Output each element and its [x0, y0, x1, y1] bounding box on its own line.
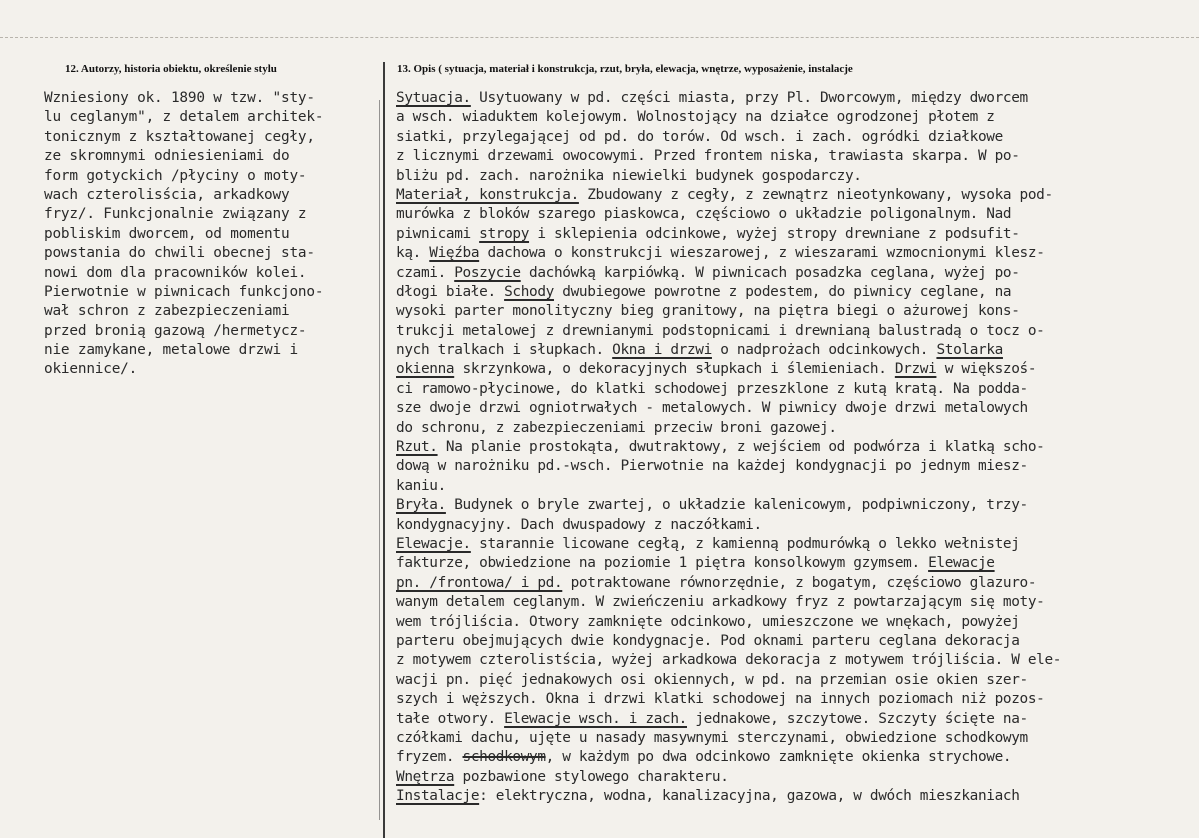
text-segment: ci ramowo-płycinowe, do klatki schodowej przeszklone z kutą kratą. Na podda- [396, 380, 1028, 397]
text-line [396, 593, 1186, 612]
underlined-heading: pn. /frontowa/ i pd. [396, 574, 563, 591]
text-segment: Zbudowany z cegły, z zewnątrz nieotynkowany, wysoka pod- [578, 186, 1053, 203]
text-line: przed bronią gazową /hermetycz- [44, 322, 307, 339]
text-segment: kondygnacyjny. Dach dwuspadowy z naczółkami. [396, 516, 762, 533]
text-segment: murówka z bloków szarego piaskowca, częściowo o układzie poligonalnym. Nad [396, 206, 1012, 223]
text-segment: ką. [396, 245, 430, 262]
text-segment: potraktowane równorzędnie, z bogatym, częściowo glazuro- [562, 574, 1037, 591]
underlined-heading: Stolarka [936, 342, 1003, 359]
text-segment: wacji pn. pięć jednakowych osi okiennych, w pd. na przemian osie okien szer- [396, 671, 1028, 688]
text-segment: czółkami dachu, ujęte u nasady masywnymi sterczynami, obwiedzione schodkowym [396, 729, 1028, 746]
text-line: pobliskim dworcem, od momentu [44, 225, 290, 242]
text-segment: wem trójliścia. Otwory zamknięte odcinkowo, umieszczone we wnękach, powyżej [396, 613, 1020, 630]
text-segment: i sklepienia odcinkowe, wyżej stropy drewniane z podsufit- [529, 225, 1020, 242]
left-section-header: 12. Autorzy, historia obiektu, określenie stylu [65, 63, 277, 75]
text-line [396, 108, 1186, 127]
text-segment: wanym detalem ceglanym. W zwieńczeniu arkadkowy fryz z powtarzającym się moty- [396, 594, 1045, 611]
text-line [396, 748, 1186, 767]
text-segment: bliżu pd. zach. narożnika niewielki budynek gospodarczy. [396, 167, 862, 184]
text-line: wał schron z zabezpieczeniami [44, 303, 290, 320]
text-line [396, 322, 1186, 341]
text-line [396, 613, 1186, 632]
text-segment: a wsch. wiaduktem kolejowym. Wolnostojący na działce ogrodzonej płotem z [396, 109, 995, 126]
history-text [44, 89, 374, 380]
text-line [396, 477, 1186, 496]
text-segment: Na planie prostokąta, dwutraktowy, z wejściem od podwórza i klatką scho- [437, 439, 1045, 456]
struck-word: schodkowym [462, 749, 546, 766]
text-segment: o nadprożach odcinkowych. [711, 342, 937, 359]
text-segment: kaniu. [396, 477, 446, 494]
text-line: nie zamykane, metalowe drzwi i [44, 342, 298, 359]
text-line [396, 225, 1186, 244]
text-line [396, 671, 1186, 690]
text-line [396, 457, 1186, 476]
text-segment: fakturze, obwiedzione na poziomie 1 piętra konsolkowym gzymsem. [396, 555, 929, 572]
text-line: lu ceglanym", z detalem architek- [44, 109, 324, 126]
text-segment: pozbawione stylowego charakteru. [454, 768, 729, 785]
text-line: powstania do chwili obecnej sta- [44, 245, 315, 262]
text-line [396, 360, 1186, 379]
text-segment: czami. [396, 264, 455, 281]
underlined-heading: okienna [396, 361, 455, 378]
text-line [396, 167, 1186, 186]
text-line [396, 419, 1186, 438]
text-line [396, 496, 1186, 515]
text-segment: Budynek o bryle zwartej, o układzie kalenicowym, podpiwniczony, trzy- [445, 497, 1028, 514]
text-line [396, 244, 1186, 263]
text-segment: sze dwoje drzwi ogniotrwałych - metalowych. W piwnicy dwoje drzwi metalowych [396, 400, 1028, 417]
text-segment: nych tralkach i słupkach. [396, 342, 613, 359]
text-segment: wysoki parter monolityczny bieg granitowy, na piętra biegi o ażurowej kons- [396, 303, 1020, 320]
text-line [396, 690, 1186, 709]
underlined-heading: Wnętrza [396, 768, 455, 785]
text-line [396, 516, 1186, 535]
text-line [396, 768, 1186, 787]
underlined-heading: Drzwi [894, 361, 937, 378]
underlined-heading: Sytuacja. [396, 90, 471, 106]
text-line [396, 535, 1186, 554]
text-line: ze skromnymi odniesieniami do [44, 148, 290, 165]
underlined-heading: Schody [504, 283, 554, 300]
text-segment: dwubiegowe powrotne z podestem, do piwnicy ceglane, na [553, 283, 1012, 300]
text-line [396, 302, 1186, 321]
text-line [396, 89, 1186, 108]
text-segment: trukcji metalowej z drewnianymi podstopnicami i drewnianą balustradą o tocz o- [396, 322, 1045, 339]
text-line [396, 438, 1186, 457]
description-text [396, 89, 1186, 806]
text-segment: z licznymi drzewami owocowymi. Przed frontem niska, trawiasta skarpa. W po- [396, 148, 1020, 165]
text-line [396, 186, 1186, 205]
text-line [396, 632, 1186, 651]
text-segment: w większoś- [936, 361, 1037, 378]
text-segment: dachówką karpiówką. W piwnicach posadzka ceglana, wyżej po- [520, 264, 1020, 281]
text-line [396, 128, 1186, 147]
text-line [396, 205, 1186, 224]
text-segment: dachowa o konstrukcji wieszarowej, z wieszarami wzmocnionymi klesz- [479, 245, 1045, 262]
underlined-heading: Instalacje [396, 788, 480, 805]
text-line: form gotyckich /płyciny o moty- [44, 167, 307, 184]
text-line [396, 147, 1186, 166]
underlined-heading: Więźba [429, 245, 480, 262]
right-section-header: 13. Opis ( sytuacja, materiał i konstrukcja, rzut, bryła, elewacja, wnętrze, wyposażenie, instalacje [397, 63, 853, 75]
text-line: fryz/. Funkcjonalnie związany z [44, 206, 307, 223]
text-segment: , w każdym po dwa odcinkowo zamknięte okienka strychowe. [545, 749, 1012, 766]
text-segment: z motywem czterolistścia, wyżej arkadkowa dekoracja z motywem trójliścia. W ele- [396, 652, 1062, 669]
text-line [396, 264, 1186, 283]
text-segment: : elektryczna, wodna, kanalizacyjna, gazowa, w dwóch mieszkaniach [479, 788, 1020, 805]
text-line [396, 554, 1186, 573]
text-line: Pierwotnie w piwnicach funkcjono- [44, 283, 324, 300]
text-segment: starannie licowane cegłą, z kamienną podmurówką o lekko wełnistej [470, 535, 1020, 552]
text-line [396, 651, 1186, 670]
text-line [396, 399, 1186, 418]
column-divider [383, 62, 385, 838]
top-fold-line [0, 37, 1199, 38]
text-line: tonicznym z kształtowanej cegły, [44, 128, 315, 145]
underlined-heading: Bryła. [396, 497, 446, 514]
text-segment: siatki, przylegającej od pd. do torów. Od wsch. i zach. ogródki działkowe [396, 128, 1003, 145]
text-segment: jednakowe, szczytowe. Szczyty ścięte na- [687, 710, 1028, 727]
column-divider-secondary [379, 100, 380, 820]
text-segment: do schronu, z zabezpieczeniami przeciw broni gazowej. [396, 419, 837, 436]
underlined-heading: Materiał, konstrukcja. [396, 186, 579, 203]
text-line: Wzniesiony ok. 1890 w tzw. "sty- [44, 90, 315, 106]
underlined-heading: Poszycie [454, 264, 521, 281]
text-line [396, 787, 1186, 806]
text-segment: parteru obejmujących dwie kondygnacje. Pod oknami parteru ceglana dekoracja [396, 632, 1020, 649]
text-segment: Usytuowany w pd. części miasta, przy Pl. Dworcowym, między dworcem [470, 90, 1028, 106]
underlined-heading: Elewacje wsch. i zach. [504, 710, 687, 727]
text-segment: piwnicami [396, 225, 480, 242]
text-line: nowi dom dla pracowników kolei. [44, 264, 307, 281]
underlined-heading: Okna i drzwi [612, 342, 712, 359]
underlined-heading: Rzut. [396, 439, 438, 456]
underlined-heading: Elewacje. [396, 535, 471, 552]
text-line: okiennice/. [44, 361, 138, 378]
text-line [396, 574, 1186, 593]
text-segment: tałe otwory. [396, 710, 505, 727]
text-segment: dową w narożniku pd.-wsch. Pierwotnie na każdej kondygnacji po jednym miesz- [396, 458, 1028, 475]
text-line [396, 341, 1186, 360]
text-segment: skrzynkowa, o dekoracyjnych słupkach i ślemieniach. [454, 361, 895, 378]
underlined-heading: stropy [479, 225, 530, 242]
text-segment: fryzem. [396, 749, 463, 766]
text-line: wach czterolisścia, arkadkowy [44, 186, 290, 203]
text-segment: dłogi białe. [396, 283, 505, 300]
text-line [396, 380, 1186, 399]
text-line [396, 729, 1186, 748]
text-line [396, 710, 1186, 729]
text-segment: szych i węższych. Okna i drzwi klatki schodowej na innych poziomach niż pozos- [396, 691, 1045, 708]
text-line [396, 283, 1186, 302]
underlined-heading: Elewacje [928, 555, 995, 572]
